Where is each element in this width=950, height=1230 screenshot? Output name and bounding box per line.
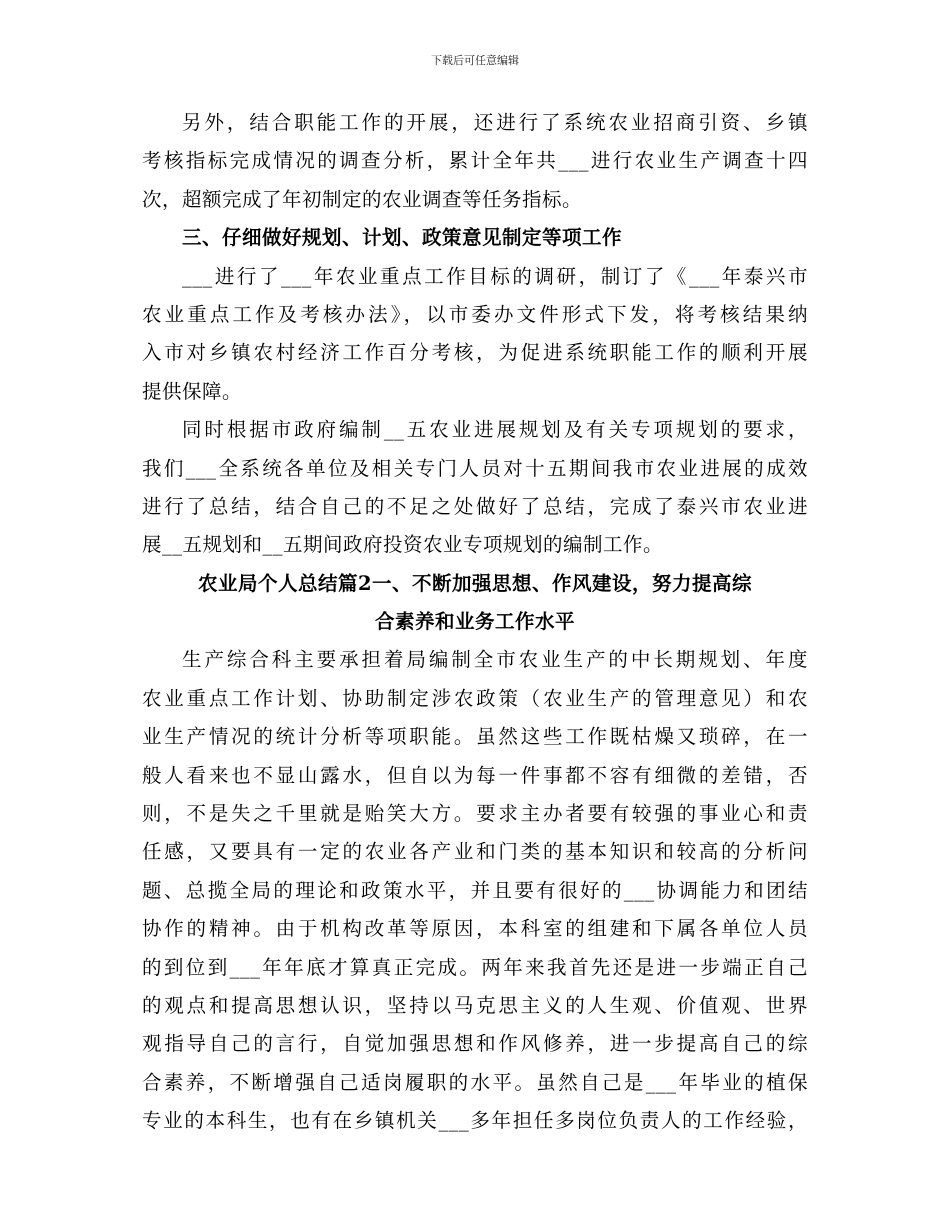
paragraph-line: 合素养，不断增强自己适岗履职的水平。虽然自己是___年毕业的植保 — [142, 1070, 808, 1094]
paragraph-line: 进行了总结，结合自己的不足之处做好了总结，完成了泰兴市农业进 — [142, 494, 808, 518]
paragraph-line: 展__五规划和__五期间政府投资农业专项规划的编制工作。 — [142, 533, 664, 557]
paragraph-line: 提供保障。 — [142, 379, 243, 403]
paragraph-line: 业生产情况的统计分析等项职能。虽然这些工作既枯燥又琐碎，在一 — [142, 725, 808, 749]
document-body — [142, 104, 808, 1141]
article-heading: 合素养和业务工作水平 — [374, 610, 575, 634]
paragraph-line: 另外，结合职能工作的开展，还进行了系统农业招商引资、乡镇 — [182, 111, 808, 134]
paragraph-line: 则，不是失之千里就是贻笑大方。要求主办者要有较强的事业心和责 — [142, 802, 808, 826]
paragraph-line: 我们___全系统各单位及相关专门人员对十五期间我市农业进展的成效 — [142, 456, 808, 480]
page-header: 下载后可任意编辑 — [431, 54, 519, 67]
paragraph-line: 的到位到___年年底才算真正完成。两年来我首先还是进一步端正自己 — [142, 955, 808, 979]
paragraph-line: 任感，又要具有一定的农业各产业和门类的基本知识和较高的分析问 — [142, 840, 808, 864]
paragraph-line: 的观点和提高思想认识，坚持以马克思主义的人生观、价值观、世界 — [142, 993, 808, 1017]
article-heading: 农业局个人总结篇2一、不断加强思想、作风建设，努力提高综 — [197, 571, 753, 595]
paragraph-line: ___进行了___年农业重点工作目标的调研，制订了《___年泰兴市 — [182, 264, 808, 288]
paragraph-line: 专业的本科生，也有在乡镇机关___多年担任多岗位负责人的工作经验， — [142, 1109, 808, 1133]
paragraph-line: 农业重点工作及考核办法》，以市委办文件形式下发，将考核结果纳 — [142, 302, 808, 326]
paragraph-line: 生产综合科主要承担着局编制全市农业生产的中长期规划、年度 — [182, 648, 808, 672]
paragraph-line: 次，超额完成了年初制定的农业调查等任务指标。 — [142, 187, 583, 211]
paragraph-line: 般人看来也不显山露水，但自以为每一件事都不容有细微的差错，否 — [142, 763, 808, 787]
paragraph-line: 同时根据市政府编制__五农业进展规划及有关专项规划的要求， — [182, 418, 808, 442]
paragraph-line: 题、总揽全局的理论和政策水平，并且要有很好的___协调能力和团结 — [142, 878, 808, 902]
paragraph-line: 农业重点工作计划、协助制定涉农政策（农业生产的管理意见）和农 — [142, 686, 808, 710]
section-heading: 三、仔细做好规划、计划、政策意见制定等项工作 — [182, 226, 623, 250]
paragraph-line: 考核指标完成情况的调查分析，累计全年共___进行农业生产调查十四 — [142, 149, 808, 173]
paragraph-line: 入市对乡镇农村经济工作百分考核，为促进系统职能工作的顺利开展 — [142, 341, 808, 365]
paragraph-line: 观指导自己的言行，自觉加强思想和作风修养，进一步提高自己的综 — [142, 1032, 808, 1056]
paragraph-line: 协作的精神。由于机构改革等原因，本科室的组建和下属各单位人员 — [142, 917, 808, 941]
